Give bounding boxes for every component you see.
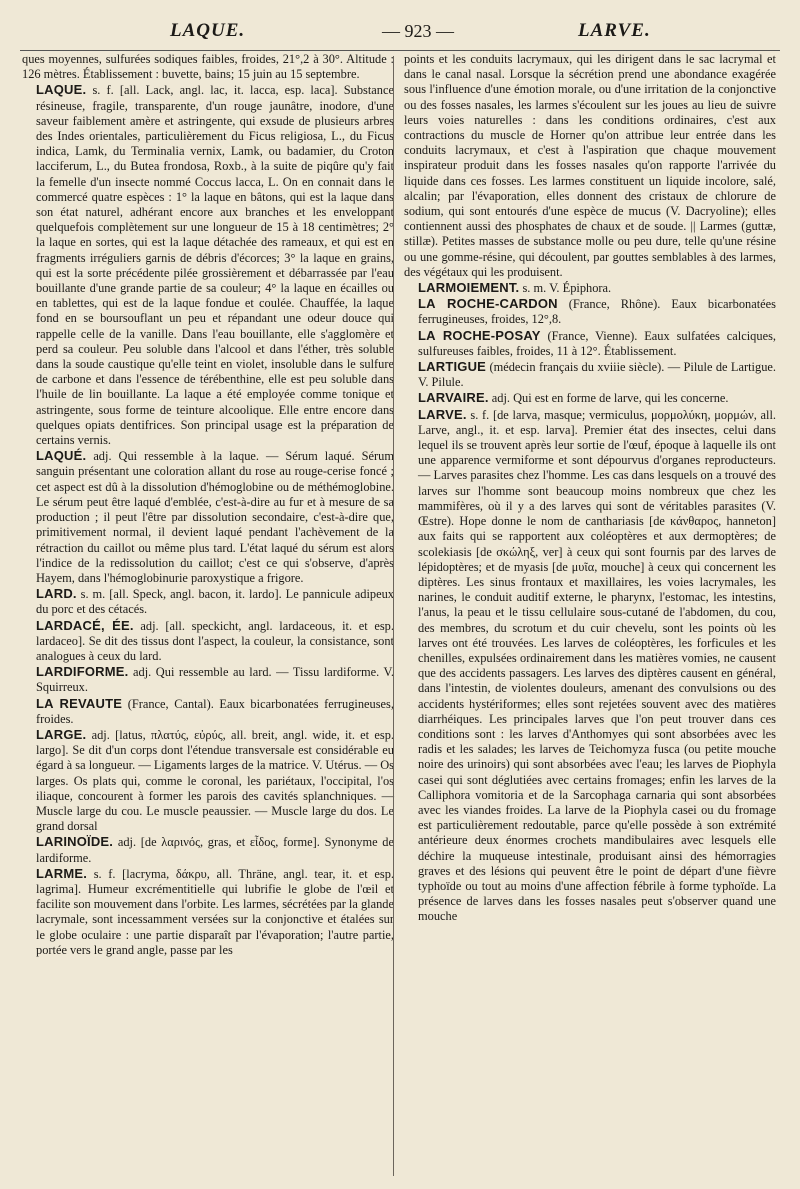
dictionary-entry xyxy=(404,328,776,359)
entry-headword: LA REVAUTE xyxy=(36,695,123,711)
entry-headword: LA ROCHE-CARDON xyxy=(418,296,558,312)
dictionary-entry xyxy=(404,359,776,390)
entry-headword: LARDIFORME. xyxy=(36,664,129,680)
entry-text: adj. Qui ressemble à la laque. — Sérum laqué. Sérum sanguin présentant une coloration allant du rose au rouge-cerise foncé ; cet aspect est dû à la dissolution d'hémoglobine ou de méthémoglobine. Le sérum peut être laqué d'emblée, c'est-à-dire au fur et à mesure de sa production ; il peut l'être par dissolution secondaire, c'est-à-dire que, primitivement normal, il devient laqué pendant l'achèvement de la rétraction du caillot ou même plus tard. L'état laqué du sérum est alors l'indice de la redissolution du caillot; c'est ce qui s'observe, d'après Hayem, dans l'hémoglobinurie paroxystique a frigore. xyxy=(36,449,394,585)
continued-text xyxy=(22,52,394,82)
entry-text: s. f. [lacryma, δάκρυ, all. Thräne, angl. tear, it. et esp. lagrima]. Humeur excrémentitielle qui lubrifie le globe de l'œil et facilite son mouvement dans l'orbite. Les larmes, sécrétées par la glande lacrymale, sont incessamment versées sur la conjonctive et étalées sur le globe oculaire : une partie disparaît par l'évaporation; l'autre partie, portée vers le grand angle, passe par les xyxy=(36,866,394,957)
entry-headword: LARINOÏDE. xyxy=(36,834,114,850)
entry-headword: LA ROCHE-POSAY xyxy=(418,327,541,343)
left-column xyxy=(22,52,394,958)
dictionary-entry xyxy=(22,82,394,448)
header-rule xyxy=(20,50,780,51)
entry-text: s. f. [de larva, masque; vermiculus, μορμολύκη, μορμών, all. Larve, angl., it. et esp. larva]. Premier état des insectes, celui dans lequel ils se trouvent après leur sortie de l'œuf, époque à laquelle ils ont une apparence vermiforme et sont dépourvus d'organes reproducteurs. — Larves parasites chez l'homme. Les cas dans lesquels on a trouvé des larves sur l'homme sont beaucoup moins nombreux que chez les mammifères, où il y a des larves qui sont de véritables parasites (V. Œstre). Hope donne le nom de canthariasis [de κάνθαρος, hanneton] aux faits qui se rapportent aux coléoptères et aux dermoptères; de scolekiasis [de σκώληξ, ver] à ceux qui sont fournis par des larves de lépidoptères; et de myasis [de μυῖα, mouche] à ceux qui concernent les diptères. Les sinus frontaux et maxillaires, les voies lacrymales, les narines, le conduit auditif externe, le pharynx, l'estomac, les intestins, l'anus, la peau et le tissu cellulaire sous-cutané de l'abdomen, du cou, des membres, du scrotum et du cuir chevelu, sont les points où les larves ont été trouvées. Les larves de coléoptères, les forficules et les chenilles, expulsées ordinairement dans les matières vomies, ne causent que des accidents passagers. Les larves des diptères causent en général, dans l'intestin, de violentes douleurs, amenant des convulsions ou des accidents hystériformes; elles sont rejetées souvent avec des matières diarrhéiques. Les principales larves que l'on peut trouver dans ces conditions sont : les larves d'Anthomyes qui sont absorbées avec les radis et les salades; les larves de Teichomyza fusca (ou petite mouche noire des urinoirs) qui sont absorbées avec l'eau; les larves de Piophyla casei qui sont déglutiées avec certains fromages; enfin les larves de la Calliphora vomitoria et de la Sarcophaga carnaria qui sont absorbées avec les viandes froides. La larve de la Piophyla casei ou du fromage est particulièrement redoutable, parce qu'elle possède à son extrémité antérieure deux énormes crochets mandibulaires avec lesquels elle déchire la muqueuse intestinale, produisant ainsi des hémorragies graves et des lésions qui peuvent être le point de départ d'une fièvre typhoïde ou tout au moins d'une affection fébrile à forme typhoïde. La présence de larves dans les fosses nasales peut s'observer quand une mouche xyxy=(418,407,777,924)
dictionary-entry xyxy=(22,586,394,617)
dictionary-entry xyxy=(22,834,394,865)
entry-headword: LARVAIRE. xyxy=(418,390,489,406)
entry-text: s. m. V. Épiphora. xyxy=(522,281,612,296)
entry-headword: LARME. xyxy=(36,865,88,881)
entry-text: adj. [latus, πλατύς, εὐρύς, all. breit, angl. wide, it. et esp. largo]. Se dit d'un corps dont l'étendue transversale est considérable eu égard à sa longueur. — Ligaments larges de la matrice. V. Utérus. — Os larges. Os plats qui, comme le coronal, les pariétaux, l'occipital, l'os iliaque, concourent à former les parois des cavités splanchniques. — Muscle large du cou. Le muscle peaussier. — Muscle large du dos. Le grand dorsal xyxy=(36,727,394,834)
entry-headword: LARDACÉ, ÉE. xyxy=(36,617,134,633)
entry-text: adj. [all. speckicht, angl. lardaceous, it. et esp. lardaceo]. Se dit des tissus dont l'aspect, la couleur, la consistance, sont analogues à ceux du lard. xyxy=(36,618,394,663)
entry-text: (France, Rhône). Eaux bicarbonatées ferrugineuses, froides, 12°,8. xyxy=(418,297,776,327)
page-header xyxy=(20,14,780,48)
entry-headword: LAQUÉ. xyxy=(36,448,87,464)
entry-text: points et les conduits lacrymaux, qui les dirigent dans le sac lacrymal et dans le canal nasal. Lorsque la sécrétion prend une abondance exagérée sous l'influence d'une émotion morale, ou d'une irritation de la conjonctive ou des fosses nasales, les larmes s'écoulent sur les joues au lieu de suivre leurs voies naturelles : dans les conditions ordinaires, c'est aux contractions du muscle de Horner qu'on attribue leur entrée dans les conduits lacrymaux, et c'est à l'aspiration que chaque mouvement inspirateur produit dans les fosses nasales qu'on rapporte l'arrivée du liquide dans ces fosses. Les larmes constituent un liquide incolore, salé, alcalin; par l'évaporation, elles donnent des cristaux de chlorure de sodium, qui sont entourés d'une espèce de mucus (V. Dacryoline); elles contiennent aussi des phosphates de chaux et de soude. || Larmes (guttæ, stillæ). Petites masses de substance molle ou peu dure, telle qu'une résine ou une gomme-résine, qui découlent, par gouttes semblables à des larmes, des végétaux qui les produisent. xyxy=(404,52,776,279)
running-head-left: LAQUE. xyxy=(170,20,246,41)
dictionary-entry xyxy=(404,407,776,925)
dictionary-entry xyxy=(22,727,394,834)
page-number: — 923 — xyxy=(382,20,454,41)
entry-headword: LAQUE. xyxy=(36,82,87,98)
dictionary-entry xyxy=(404,390,776,406)
entry-text: s. f. [all. Lack, angl. lac, it. lacca, esp. laca]. Substance résineuse, fragile, transparente, d'un rouge jaunâtre, inodore, d'une saveur faiblement amère et astringente, qui exsude de plusieurs arbres des Indes orientales, particulièrement du Ficus religiosa, L., du Ficus indica, Lamk, du Terminalia vernix, Lamk, ou badamier, du Croton lacciferum, L., du Butea frondosa, Roxb., à la suite de piqûre qu'y fait la femelle d'un insecte nommé Coccus lacca, L. On en connait dans le commercé quatre espèces : 1° la laque en bâtons, qui est la laque dans son état naturel, adhérant encore aux branches et les enveloppant quelquefois complètement sur une longueur de 15 à 18 centimètres; 2° la laque en sortes, qui est la laque détachée des rameaux, et qui est en fragments irréguliers garnis de débris d'écorces; 3° la laque en grains, qui est la sorte précédente pilée grossièrement et débarrassée par l'eau bouillante d'une grande partie de sa couleur; 4° la laque en écailles ou en tablettes, qui est de la laque fondue et coulée. Chauffée, la laque fond en se boursouflant un peu et répandant une odeur douce qui rappelle celle de la vanille. Dans l'eau bouillante, elle s'agglomère et perd sa couleur. Peu soluble dans l'alcool et dans l'éther, très soluble dans la soude caustique qu'elle teint en violet, insoluble dans le sulfure de carbone et dans l'essence de térébenthine, elle est peu soluble dans l'huile de lin bouillante. La laque a été employée comme tonique et astringente, sous forme de teinture alcoolique. Elle entre encore dans quelques opiats dentifrices. Son principal usage est la préparation de certains vernis. xyxy=(36,83,394,448)
entry-text: s. m. [all. Speck, angl. bacon, it. lardo]. Le pannicule adipeux du porc et des cétacés. xyxy=(36,587,394,617)
dictionary-entry xyxy=(22,696,394,727)
dictionary-entry xyxy=(22,664,394,695)
entry-headword: LARMOIEMENT. xyxy=(418,280,520,296)
entry-text: adj. [de λαρινός, gras, et εἶδος, forme]. Synonyme de lardiforme. xyxy=(36,835,394,865)
entry-text: adj. Qui est en forme de larve, qui les concerne. xyxy=(491,391,729,406)
entry-headword: LARVE. xyxy=(418,406,467,422)
right-column xyxy=(404,52,776,925)
dictionary-entry xyxy=(404,296,776,327)
entry-text: (France, Vienne). Eaux sulfatées calciques, sulfureuses faibles, froides, 11 à 12°. Établissement. xyxy=(418,328,776,358)
entry-headword: LARTIGUE xyxy=(418,359,487,375)
entry-text: (médecin français du xviiie siècle). — Pilule de Lartigue. V. Pilule. xyxy=(418,360,776,390)
entry-text: ques moyennes, sulfurées sodiques faibles, froides, 21°,2 à 30°. Altitude : 126 mètres. Établissement : buvette, bains; 15 juin au 15 septembre. xyxy=(22,52,394,82)
running-head-right: LARVE. xyxy=(578,20,651,41)
dictionary-entry xyxy=(22,448,394,586)
continued-text xyxy=(404,52,776,280)
entry-headword: LARD. xyxy=(36,586,77,602)
entry-text: (France, Cantal). Eaux bicarbonatées ferrugineuses, froides. xyxy=(36,696,394,726)
dictionary-entry xyxy=(404,280,776,296)
dictionary-entry xyxy=(22,618,394,665)
dictionary-entry xyxy=(22,866,394,958)
column-divider xyxy=(393,56,394,1176)
entry-text: adj. Qui ressemble au lard. — Tissu lardiforme. V. Squirreux. xyxy=(36,665,394,695)
entry-headword: LARGE. xyxy=(36,726,87,742)
